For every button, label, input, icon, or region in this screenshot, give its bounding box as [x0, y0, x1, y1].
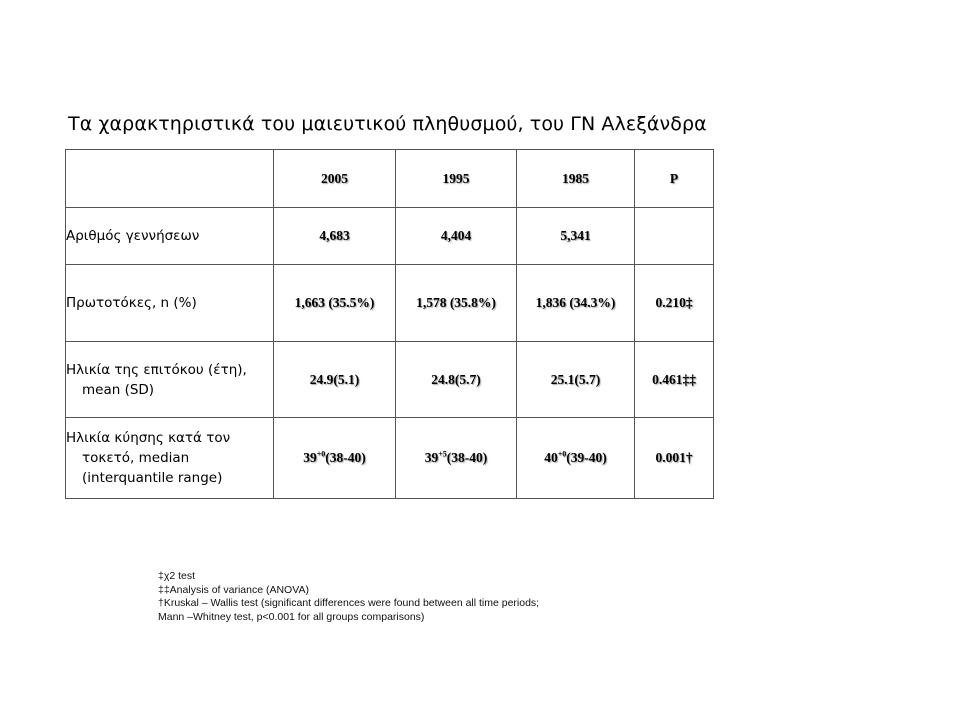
cell-value: 4,683 [274, 208, 396, 265]
footnote: Mann –Whitney test, p<0.001 for all groups comparisons) [158, 610, 425, 623]
footnote: ‡‡Analysis of variance (ANOVA) [158, 583, 309, 596]
cell-p-value: 0.001† [635, 418, 714, 499]
row-label-primiparous: Πρωτοτόκες, n (%) [66, 265, 274, 342]
cell-value: 24.9(5.1) [274, 342, 396, 418]
value-superscript: +5 [438, 449, 447, 459]
row-label-line: τοκετό, median [82, 450, 190, 466]
row-label-gestational-age [66, 418, 274, 499]
row-label-line: mean (SD) [82, 381, 155, 398]
header-year-1995: 1995 [396, 150, 517, 208]
value-base: 39 [303, 450, 317, 465]
cell-value [517, 418, 635, 499]
table-row [66, 265, 714, 342]
table-row [66, 342, 714, 418]
cell-value: 1,836 (34.3%) [517, 265, 635, 342]
cell-p-value: 0.210‡ [635, 265, 714, 342]
value-base: 40 [544, 450, 558, 465]
footnotes [158, 570, 539, 624]
slide-title: Τα χαρακτηριστικά του μαιευτικού πληθυσμού, του ΓΝ Αλεξάνδρα [68, 113, 707, 135]
cell-value: 4,404 [396, 208, 517, 265]
header-cell-empty [66, 150, 274, 208]
cell-value: 1,663 (35.5%) [274, 265, 396, 342]
cell-value [396, 418, 517, 499]
value-base: 39 [424, 450, 439, 465]
table-row [66, 208, 714, 265]
value-range: (39-40) [566, 450, 607, 465]
table-header-row [66, 150, 714, 208]
value-superscript: +0 [557, 449, 567, 459]
footnote: ‡χ2 test [158, 570, 196, 582]
header-year-2005: 2005 [274, 150, 396, 208]
cell-p-value [635, 208, 714, 265]
row-label-births: Αριθμός γεννήσεων [66, 208, 274, 265]
row-label-maternal-age [66, 342, 274, 418]
cell-value [274, 418, 396, 499]
row-label-line: Ηλικία κύησης κατά τον [66, 430, 231, 446]
characteristics-table [65, 149, 714, 499]
value-range: (38-40) [446, 450, 488, 465]
row-label-line: Ηλικία της επιτόκου (έτη), [66, 361, 247, 378]
row-label-line: (interquantile range) [82, 470, 223, 486]
cell-value: 25.1(5.7) [517, 342, 635, 418]
footnote: †Kruskal – Wallis test (significant differences were found between all time periods; [158, 597, 540, 609]
cell-value: 1,578 (35.8%) [396, 265, 517, 342]
header-p-value: P [635, 150, 714, 208]
cell-value: 5,341 [517, 208, 635, 265]
cell-p-value: 0.461‡‡ [635, 342, 714, 418]
value-range: (38-40) [325, 450, 366, 465]
header-year-1985: 1985 [517, 150, 635, 208]
value-superscript: +0 [316, 449, 326, 459]
cell-value: 24.8(5.7) [396, 342, 517, 418]
table-row [66, 418, 714, 499]
